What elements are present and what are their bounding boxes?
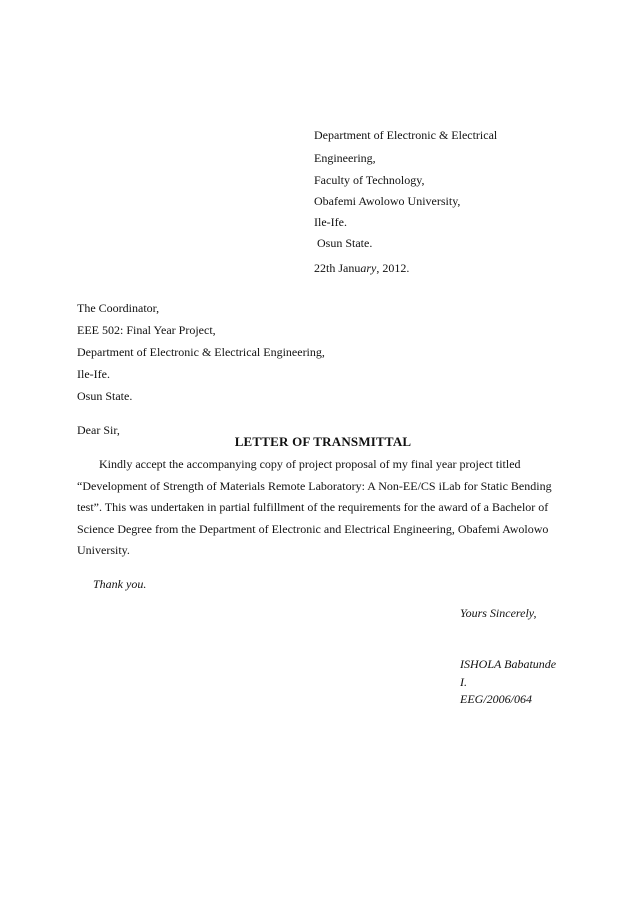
- sender-address-line: Department of Electronic & Electrical: [314, 128, 498, 142]
- sender-address-line: Engineering,: [314, 151, 376, 165]
- recipient-address-line: Department of Electronic & Electrical Engineering,: [77, 345, 325, 359]
- closing-line: Yours Sincerely,: [460, 606, 537, 620]
- recipient-address-line: The Coordinator,: [77, 301, 160, 315]
- signatory-initial: I.: [460, 675, 467, 689]
- date-part: , 2012.: [376, 261, 410, 275]
- letter-date: [314, 261, 409, 275]
- sender-address-line: Osun State.: [314, 236, 373, 250]
- recipient-address-line: Ile-Ife.: [77, 367, 110, 381]
- letter-title: LETTER OF TRANSMITTAL: [234, 434, 412, 449]
- date-part: 22th Janu: [314, 261, 361, 275]
- sender-address-line: Obafemi Awolowo University,: [314, 194, 461, 208]
- letter-body: [77, 454, 567, 562]
- sender-address-line: Ile-Ife.: [314, 215, 347, 229]
- thank-you-line: Thank you.: [93, 577, 147, 591]
- signatory-name: ISHOLA Babatunde: [460, 657, 557, 671]
- body-text: Kindly accept the accompanying copy of project proposal of my final year project titled “Development of Strength of Materials Remote Laboratory: A Non-EE/CS iLab for Static Bending test”. This was undertaken in partial fulfillment of the requirements for the award of a Bachelor of Science Degree from the Department of Electronic and Electrical Engineering, Obafemi Awolowo University.: [77, 457, 552, 557]
- recipient-address-line: EEE 502: Final Year Project,: [77, 323, 216, 337]
- registration-number: EEG/2006/064: [460, 692, 532, 706]
- date-part-italic: ary: [360, 261, 377, 275]
- recipient-address-line: Osun State.: [77, 389, 133, 403]
- sender-address-line: Faculty of Technology,: [314, 173, 425, 187]
- salutation: Dear Sir,: [77, 423, 120, 437]
